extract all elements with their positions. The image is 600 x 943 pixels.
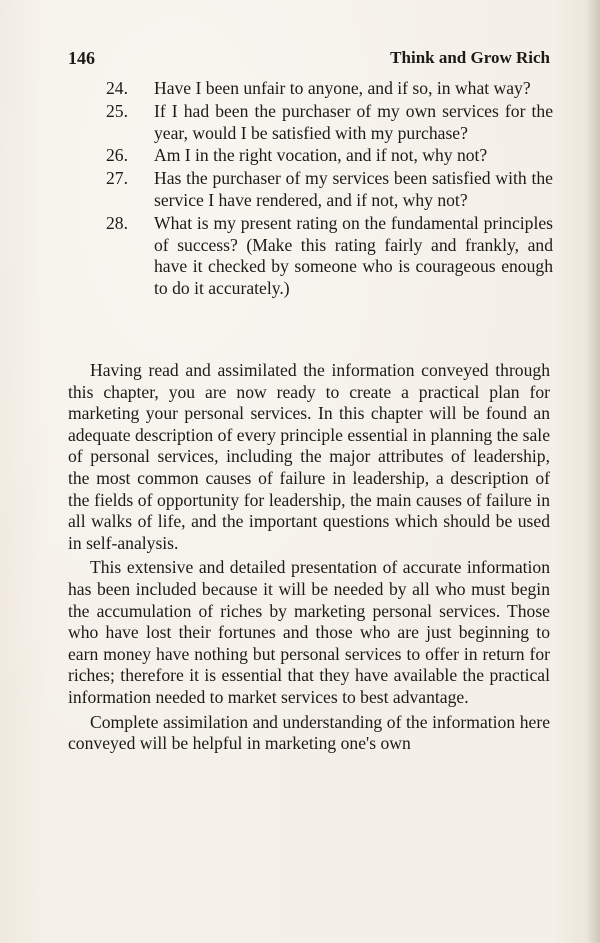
question-number: 28. xyxy=(106,212,128,233)
paragraph: Complete assimilation and understanding of the information here conveyed will be helpful in marketing one's own xyxy=(68,711,550,754)
question-number: 26. xyxy=(106,145,128,166)
question-text: Has the purchaser of my services been satisfied with the service I have rendered, and if not, why not? xyxy=(154,168,553,210)
list-item xyxy=(68,213,553,300)
question-number: 24. xyxy=(106,78,128,98)
paragraph: Having read and assimilated the information conveyed through this chapter, you are now ready to create a practical plan for marketing your personal services. In this chapter will be found an adequate description of every principle essential in planning the sale of personal services, including the major attributes of leadership, the most common causes of failure in leadership, a description of the fields of opportunity for leadership, the main causes of failure in all walks of life, and the important questions which should be used in self-analysis. xyxy=(68,360,550,553)
question-text: What is my present rating on the fundamental principles of success? (Make this rating fairly and frankly, and have it checked by someone who is courageous enough to do it accurately.) xyxy=(154,212,553,299)
list-item xyxy=(68,101,553,145)
list-item xyxy=(68,168,553,212)
list-item xyxy=(68,78,553,100)
question-text: Have I been unfair to anyone, and if so, in what way? xyxy=(154,78,531,98)
page-edge-shadow xyxy=(586,0,600,943)
page-number: 146 xyxy=(68,48,95,68)
paragraph: This extensive and detailed presentation of accurate information has been included because it will be needed by all who must begin the accumulation of riches by marketing personal services. Those who have lost their fortunes and those who are just beginning to earn money have nothing but personal services to offer in return for riches; therefore it is essential that they have available the practical information needed to market services to best advantage. xyxy=(68,557,550,707)
question-text: Am I in the right vocation, and if not, why not? xyxy=(154,145,488,166)
question-number: 25. xyxy=(106,100,128,121)
question-number: 27. xyxy=(106,168,128,189)
running-title: Think and Grow Rich xyxy=(390,48,550,67)
page-header xyxy=(68,48,550,72)
list-item xyxy=(68,145,553,167)
question-list xyxy=(68,78,553,301)
question-text: If I had been the purchaser of my own services for the year, would I be satisfied with my purchase? xyxy=(154,100,553,143)
body-text xyxy=(68,360,550,758)
